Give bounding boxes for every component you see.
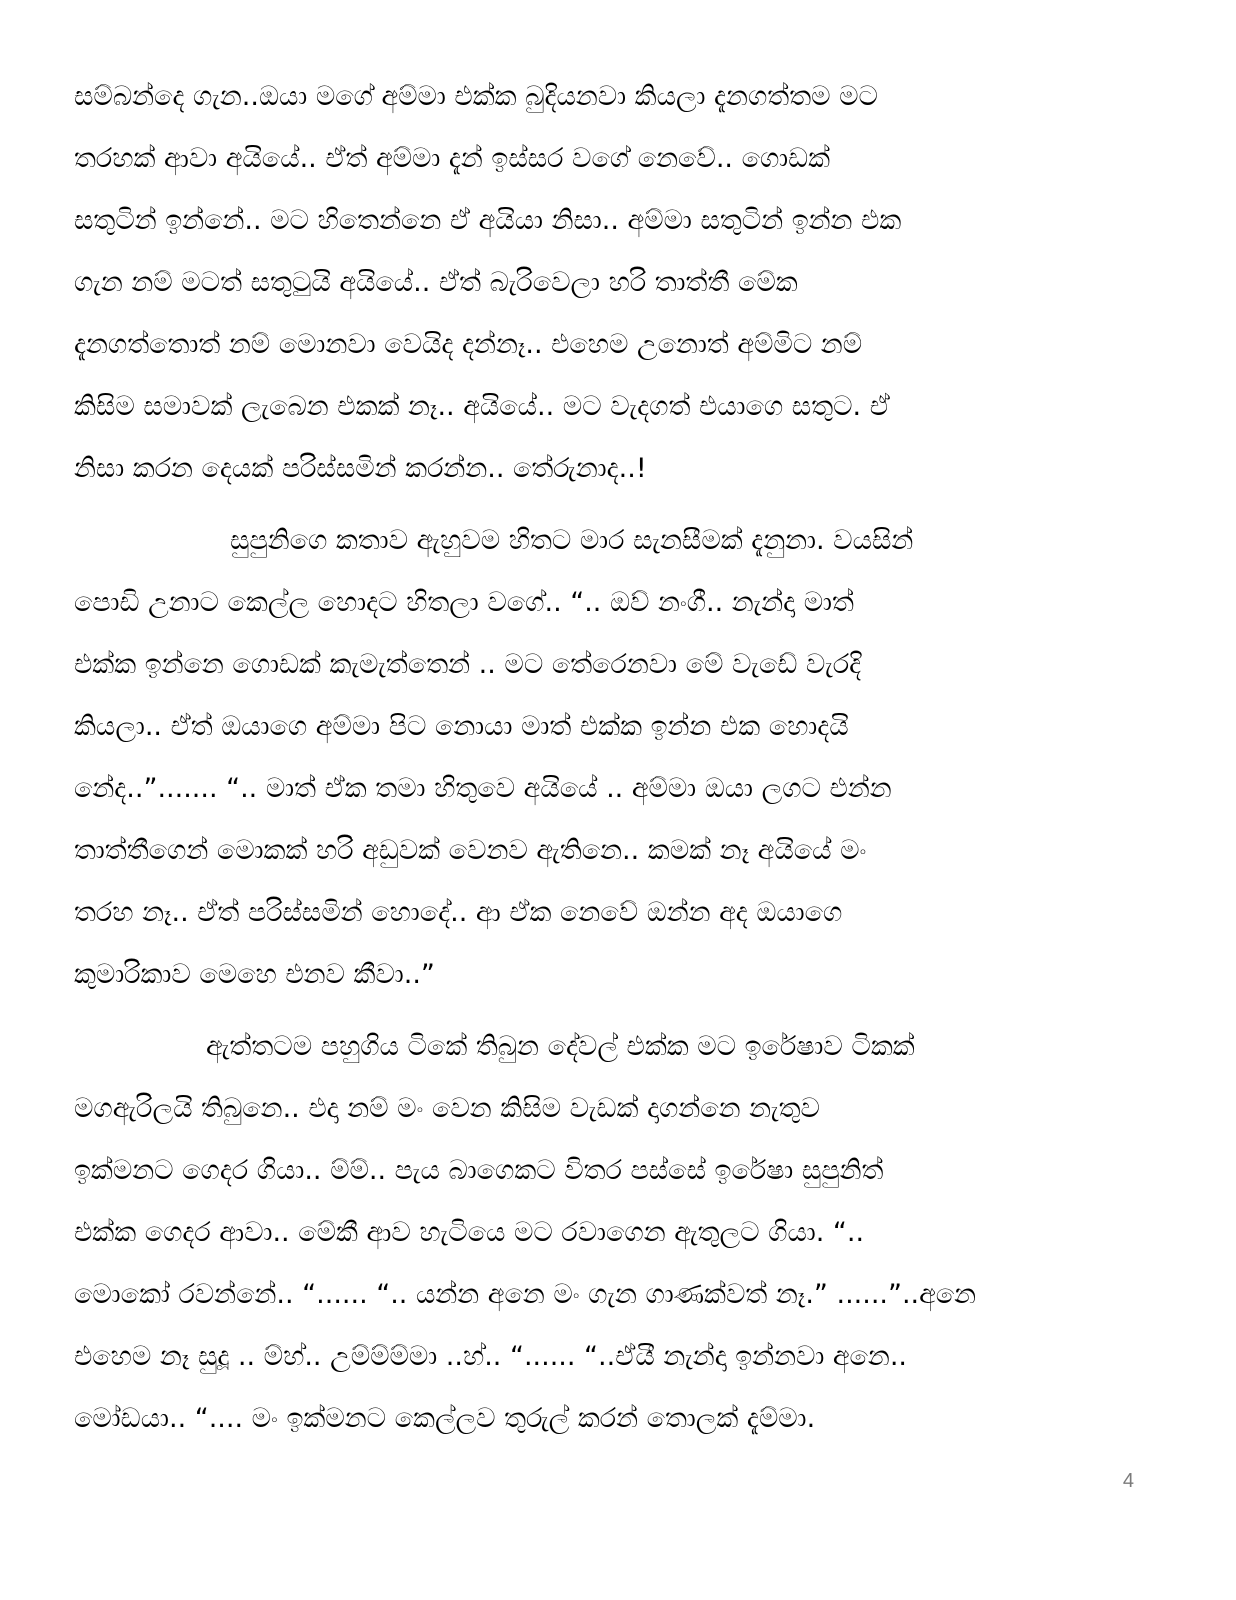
page-number: 4: [1122, 1470, 1134, 1492]
paragraph-gap: [74, 1006, 1164, 1016]
paragraph-1-line-5: දැනගත්තොත් නම් මොනවා වෙයිද දන්නෑ.. එහෙම උනොත් අම්මිට නම්: [74, 329, 863, 360]
paragraph-3-line-6: එහෙම නෑ සුදූ .. ම්හ්.. උම්ම්ම්මා ..හ්.. “...... “..ඒයී නැන්දා ඉන්නවා අනෙ..: [74, 1341, 908, 1372]
paragraph-1-line-2: තරහක් ආවා අයියේ.. ඒත් අම්මා දැන් ඉස්සර වගේ නෙවේ.. ගොඩක්: [74, 143, 831, 174]
paragraph-2-line-4: කියලා.. ඒත් ඔයාගෙ අම්මා පිට නොයා මාත් එක්ක ඉන්න එක හොදයි: [74, 711, 849, 742]
paragraph-3-line-1: ඇත්තටම පහුගිය ටිකේ තිබුන දේවල් එක්ක මට ඉරේෂාව ටිකක්: [206, 1031, 915, 1062]
paragraph-1-line-7: නිසා කරන දෙයක් පරිස්සමින් කරන්න.. තේරුනාද..!: [74, 453, 647, 484]
paragraph-2-line-7: තරහ නෑ.. ඒත් පරිස්සමින් හොදේ.. ආ ඒක නෙවේ ඔන්න අද ඔයාගෙ: [74, 897, 843, 928]
paragraph-3-line-3: ඉක්මනට ගෙදර ගියා.. ම්ම්.. පැය බාගෙකට විතර පස්සේ ඉරේෂා සුපුනිත්: [74, 1155, 884, 1186]
paragraph-3-line-7: මෝඩයා.. “.... මං ඉක්මනට කෙල්ලව තුරුල් කරන් තොලක් දැම්මා.: [74, 1403, 816, 1434]
paragraph-1-line-1: සම්බන්දෙ ගැන..ඔයා මගේ අම්මා එක්ක බුදියනවා කියලා දැනගත්තම මට: [74, 81, 878, 112]
paragraph-3-line-2: මගඇරිලයි තිබුනෙ.. එදා නම් මං වෙන කිසිම වැඩක් දාගන්නෙ නැතුව: [74, 1093, 820, 1124]
paragraph-2-line-3: එක්ක ඉන්නෙ ගොඩක් කැමැත්තෙන් .. මට තේරෙනවා මේ වැඩේ වැරදි: [74, 649, 862, 680]
paragraph-1-line-3: සතුටින් ඉන්නේ.. මට හිතෙන්නෙ ඒ අයියා නිසා.. අම්මා සතුටින් ඉන්න එක: [74, 205, 902, 236]
body-text: [74, 66, 1164, 1450]
paragraph-1-line-6: කිසිම සමාවක් ලැබෙන එකක් නෑ.. අයියේ.. මට වැදගත් එයාගෙ සතුට. ඒ: [74, 391, 890, 422]
paragraph-3-line-4: එක්ක ගෙදර ආවා.. මේකී ආව හැටියෙ මට රවාගෙන ඇතුලට ගියා. “..: [74, 1217, 865, 1248]
paragraph-2-line-1: සුපුනිගෙ කතාව ඇහුවම හිතට මාර සැනසීමක් දැනුනා. වයසින්: [230, 525, 914, 556]
paragraph-gap: [74, 500, 1164, 510]
paragraph-2-line-8: කුමාරිකාව මෙහෙ එනව කීවා..”: [74, 959, 435, 990]
paragraph-2-line-5: නේද..”....... “.. මාත් ඒක තමා හිතුවෙ අයියේ .. අම්මා ඔයා ලගට එන්න: [74, 773, 892, 804]
paragraph-3-line-5: මොකෝ රවන්නේ.. “...... “.. යන්න අනෙ මං ගැන ගාණක්වත් නෑ.” ......”..අනෙ: [74, 1279, 977, 1310]
paragraph-2-line-6: තාත්තීගෙන් මොකක් හරි අඩුවක් වෙනව ඇතිනෙ.. කමක් නෑ අයියේ මං: [74, 835, 867, 866]
paragraph-2-line-2: පොඩි උනාට කෙල්ල හොදට හිතලා වගේ.. “.. ඔව් නංගී.. නැන්දා මාත්: [74, 587, 854, 618]
paragraph-1-line-4: ගැන නම් මටත් සතුටුයි අයියේ.. ඒත් බැරිවෙලා හරි තාත්තී මේක: [74, 267, 798, 298]
